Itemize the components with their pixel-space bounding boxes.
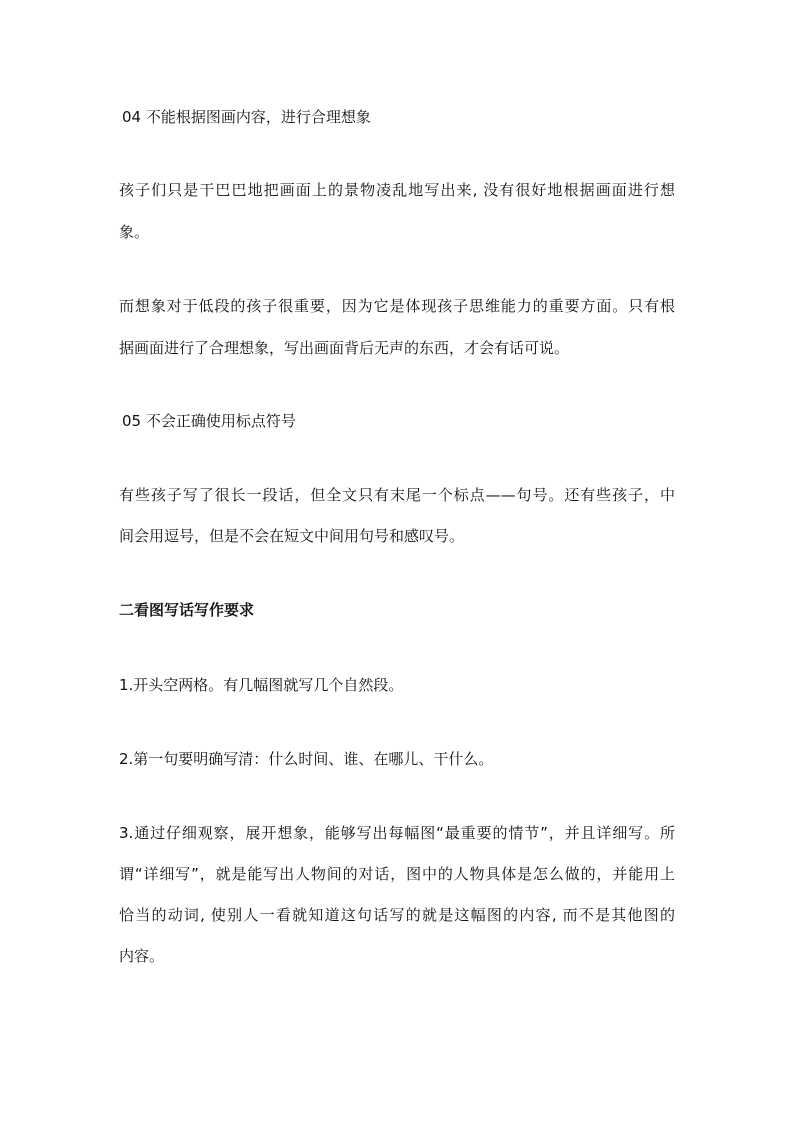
para-05-line-2: 间会用逗号，但是不会在短文中间用句号和感叹号。 [119,527,465,545]
requirement-3-line-1: 3.通过仔细观察，展开想象，能够写出每幅图“最重要的情节”，并且详细写。所 [119,824,675,842]
requirements-heading: 二看图写话写作要求 [119,601,255,619]
para-04-line-1: 孩子们只是干巴巴地把画面上的景物凌乱地写出来, 没有很好地根据画面进行想 [119,181,675,199]
para-imagination-line-1: 而想象对于低段的孩子很重要，因为它是体现孩子思维能力的重要方面。只有根 [119,297,675,315]
requirement-3-line-4: 内容。 [119,947,165,965]
para-04-line-2: 象。 [119,223,150,241]
requirement-1: 1.开头空两格。有几幅图就写几个自然段。 [119,676,404,694]
para-imagination-line-2: 据画面进行了合理想象，写出画面背后无声的东西，才会有话可说。 [119,339,570,357]
requirement-2: 2.第一句要明确写清：什么时间、谁、在哪儿、干什么。 [119,750,494,768]
requirement-3-line-2: 谓“详细写”，就是能写出人物间的对话，图中的人物具体是怎么做的，并能用上 [119,865,675,883]
para-05-line-1: 有些孩子写了很长一段话，但全文只有末尾一个标点——句号。还有些孩子，中 [119,486,675,504]
section-04-heading: 04 不能根据图画内容，进行合理想象 [122,108,371,126]
requirement-3-line-3: 恰当的动词, 使别人一看就知道这句话写的就是这幅图的内容, 而不是其他图的 [119,906,675,924]
section-05-heading: 05 不会正确使用标点符号 [122,412,296,430]
